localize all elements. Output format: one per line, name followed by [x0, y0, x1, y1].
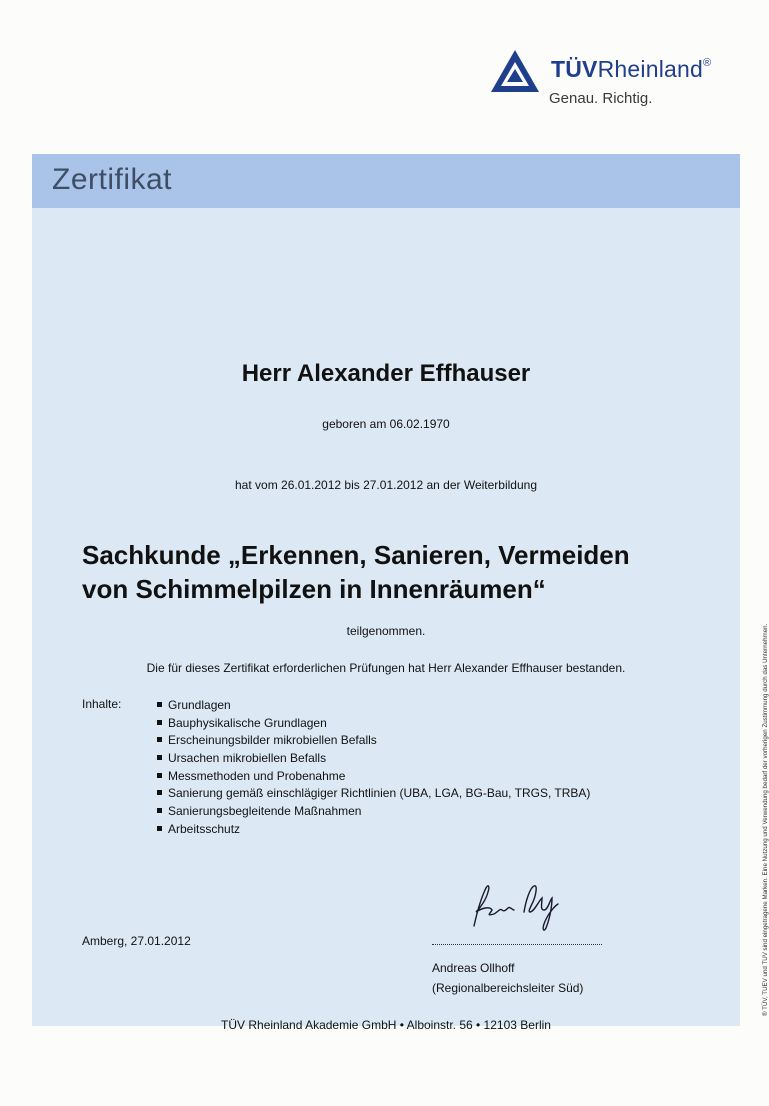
contents-list: [157, 697, 590, 839]
list-item: Bauphysikalische Grundlagen: [157, 715, 590, 733]
tuv-rheinland-logo: [489, 46, 749, 116]
list-item: Ursachen mikrobiellen Befalls: [157, 750, 590, 768]
trademark-note: ® TÜV, TUEV und TUV sind eingetragene Marken. Eine Nutzung und Verwendung bedarf der vorherigen Zustimmung durch das Unternehmen.: [762, 623, 769, 1016]
place-and-date: Amberg, 27.01.2012: [82, 934, 191, 948]
brand-name: TÜVRheinland®: [551, 56, 712, 82]
list-item: Erscheinungsbilder mikrobiellen Befalls: [157, 732, 590, 750]
list-item: Sanierung gemäß einschlägiger Richtlinien (UBA, LGA, BG-Bau, TRGS, TRBA): [157, 785, 590, 803]
square-bullet-icon: [157, 790, 162, 795]
square-bullet-icon: [157, 755, 162, 760]
participated-text: teilgenommen.: [346, 624, 426, 638]
contents-label: Inhalte:: [82, 697, 122, 711]
square-bullet-icon: [157, 826, 162, 831]
list-item: Messmethoden und Probenahme: [157, 768, 590, 786]
square-bullet-icon: [157, 737, 162, 742]
training-period: hat vom 26.01.2012 bis 27.01.2012 an der Weiterbildung: [235, 478, 537, 492]
signer-block: [432, 958, 583, 998]
list-item: Grundlagen: [157, 697, 590, 715]
square-bullet-icon: [157, 773, 162, 778]
birth-date: geboren am 06.02.1970: [322, 417, 450, 431]
recipient-name: Herr Alexander Effhauser: [241, 360, 531, 387]
title-band: [32, 154, 740, 208]
brand-tagline: Genau. Richtig.: [549, 90, 653, 107]
list-item: Arbeitsschutz: [157, 821, 590, 839]
square-bullet-icon: [157, 702, 162, 707]
exam-statement: Die für dieses Zertifikat erforderlichen Prüfungen hat Herr Alexander Effhauser bestanden.: [146, 661, 626, 675]
course-title-line-1: Sachkunde „Erkennen, Sanieren, Vermeiden: [82, 540, 630, 570]
signer-role: (Regionalbereichsleiter Süd): [432, 981, 584, 995]
square-bullet-icon: [157, 720, 162, 725]
tuv-triangle-icon: [489, 48, 541, 94]
footer-address: TÜV Rheinland Akademie GmbH • Alboinstr. 56 • 12103 Berlin: [221, 1018, 551, 1032]
handwritten-signature: [468, 878, 578, 940]
square-bullet-icon: [157, 808, 162, 813]
list-item: Sanierungsbegleitende Maßnahmen: [157, 803, 590, 821]
course-title-line-2: von Schimmelpilzen in Innenräumen“: [82, 574, 546, 604]
signature-line: [432, 944, 602, 945]
signer-name: Andreas Ollhoff: [432, 961, 515, 975]
course-title: [82, 538, 630, 606]
certificate-title: Zertifikat: [52, 163, 173, 196]
